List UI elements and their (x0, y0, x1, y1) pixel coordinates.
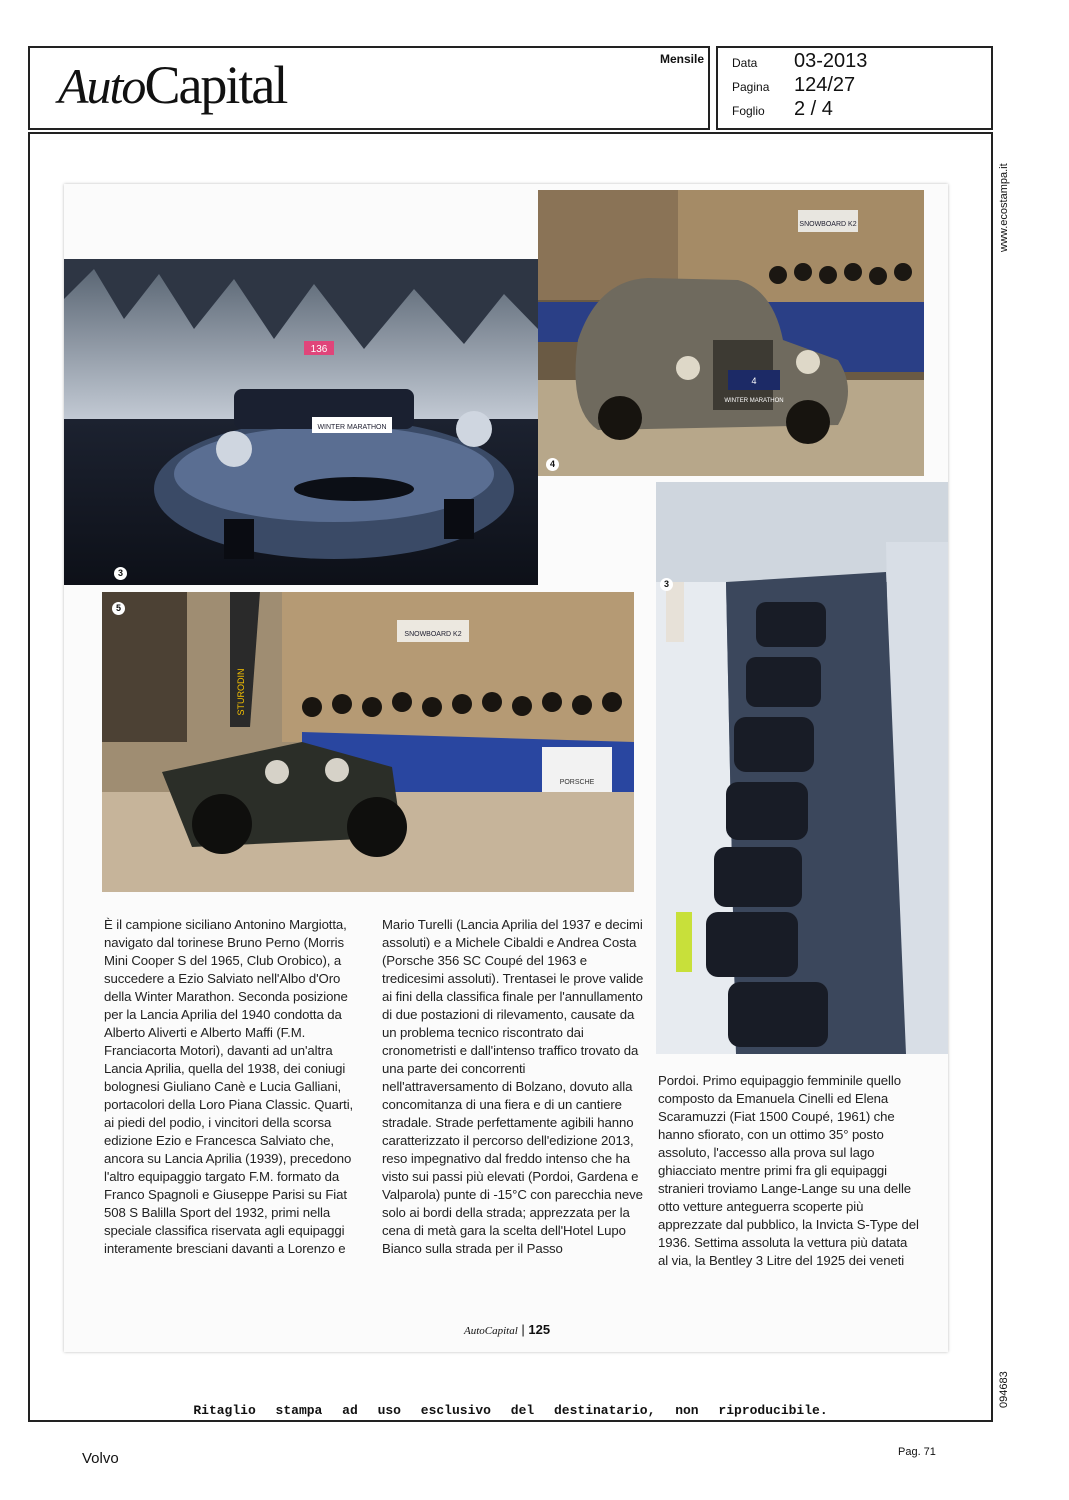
data-value: 03-2013 (794, 50, 868, 72)
clipping-code: 094683 (998, 1371, 1010, 1408)
article-column-3: Pordoi. Primo equipaggio femminile quello composto da Emanuela Cinelli ed Elena Scaramuzzi (Fiat 1500 Coupé, 1961) che hanno sfiorato, con un ottimo 35° posto assoluto, l'accesso alla prova sul lago ghiacciato mentre primi fra gli equipaggi stranieri troviamo Lange-Lange su una delle otto vetture anteguerra scoperte più apprezzate dal pubblico, la Invicta S-Type del 1936. Settima assoluta la vettura più datata al via, la Bentley 3 Litre del 1925 dei veneti (658, 1073, 919, 1268)
page-number: 125 (528, 1322, 551, 1337)
race-number-plate: 136 (310, 344, 328, 355)
masthead (28, 46, 710, 130)
article-column-1: È il campione siciliano Antonino Margiotta, navigato dal torinese Bruno Perno (Morris Mini Cooper S del 1965, Club Orobico), a succedere a Ezio Salviato nell'Albo d'Oro della Winter Marathon. Seconda posizione per la Lancia Aprilia del 1940 condotta da Alberto Aliverti e Alberto Maffi (F.M. Franciacorta Motori), davanti ad un'altra Lancia Aprilia, quella del 1938, dei coniugi bolognesi Giuliano Canè e Lucia Galliani, portacolori della Loro Piana Classic. Quarti, ai piedi del podio, i vincitori della scorsa edizione Ezio e Francesca Salviato che, ancora su Lancia Aprilia (1939), precedono l'altro equipaggio targato F.M. formato da Franco Spagnoli e Giuseppe Parisi su Fiat 508 S Balilla Sport del 1932, primi nella speciale classifica riservata agli equipaggi interamente bresciani davanti a Lorenzo e (104, 917, 354, 1256)
magazine-page (64, 184, 948, 1352)
sponsor-banner: PORSCHE (559, 779, 595, 786)
article-column-2: Mario Turelli (Lancia Aprilia del 1937 e decimi assoluti) e a Michele Cibaldi e Andrea Costa (Porsche 356 SC Coupé del 1963 e tredicesimi assoluti). Trentasei le prove valide ai fini della classifica finale per l'annullamento di due postazioni di rilevamento, causate da un problema tecnico riscontrato dai cronometristi e dall'intenso traffico trovato da una parte dei concorrenti nell'attraversamento di Bolzano, dovuto alla concomitanza di una fiera e di un cantiere stradale. Strade perfettamente agibili hanno caratterizzato il percorso dell'edizione 2013, reso impegnativo dal freddo intenso che ha visto sui passi più elevati (Pordoi, Gardena e Valparola) punte di -15°C con parecchia neve solo ai bordi della strada; apprezzata per la cena di metà gara la scelta dell'Hotel Lupo Bianco sulla strada per il Passo (382, 917, 644, 1256)
photo-bentley (102, 592, 634, 892)
publication-logo: AutoCapital (58, 55, 287, 115)
issue-metadata (716, 46, 993, 130)
photo-jaguar (64, 259, 538, 585)
client-name: Volvo (82, 1450, 119, 1467)
rally-plate-banner: WINTER MARATHON (724, 398, 784, 404)
page-folio: AutoCapital | 125 (464, 1322, 551, 1337)
photo-lancia (538, 190, 924, 476)
frequency-label: Mensile (659, 52, 704, 66)
data-label: Data (732, 56, 758, 70)
race-number-plate: 4 (751, 376, 757, 386)
foglio-value: 2 / 4 (794, 98, 833, 120)
shop-sign: SNOWBOARD K2 (799, 221, 857, 228)
rally-plate-banner: WINTER MARATHON (317, 424, 387, 431)
foglio-label: Foglio (732, 104, 765, 118)
photo-badge: 5 (112, 602, 125, 615)
photo-badge: 3 (660, 578, 673, 591)
photo-car-column (656, 482, 948, 1054)
reproduction-notice: Ritaglio stampa ad uso esclusivo del destinatario, non riproducibile. (193, 1403, 828, 1418)
page-indicator: Pag. 71 (898, 1446, 936, 1458)
website-vertical: www.ecostampa.it (998, 163, 1010, 252)
pagina-label: Pagina (732, 80, 770, 94)
sponsor-flag: STURODIN (236, 668, 246, 716)
pagina-value: 124/27 (794, 74, 856, 96)
photo-badge: 3 (114, 567, 127, 580)
photo-badge: 4 (546, 458, 559, 471)
shop-sign: SNOWBOARD K2 (404, 631, 462, 638)
